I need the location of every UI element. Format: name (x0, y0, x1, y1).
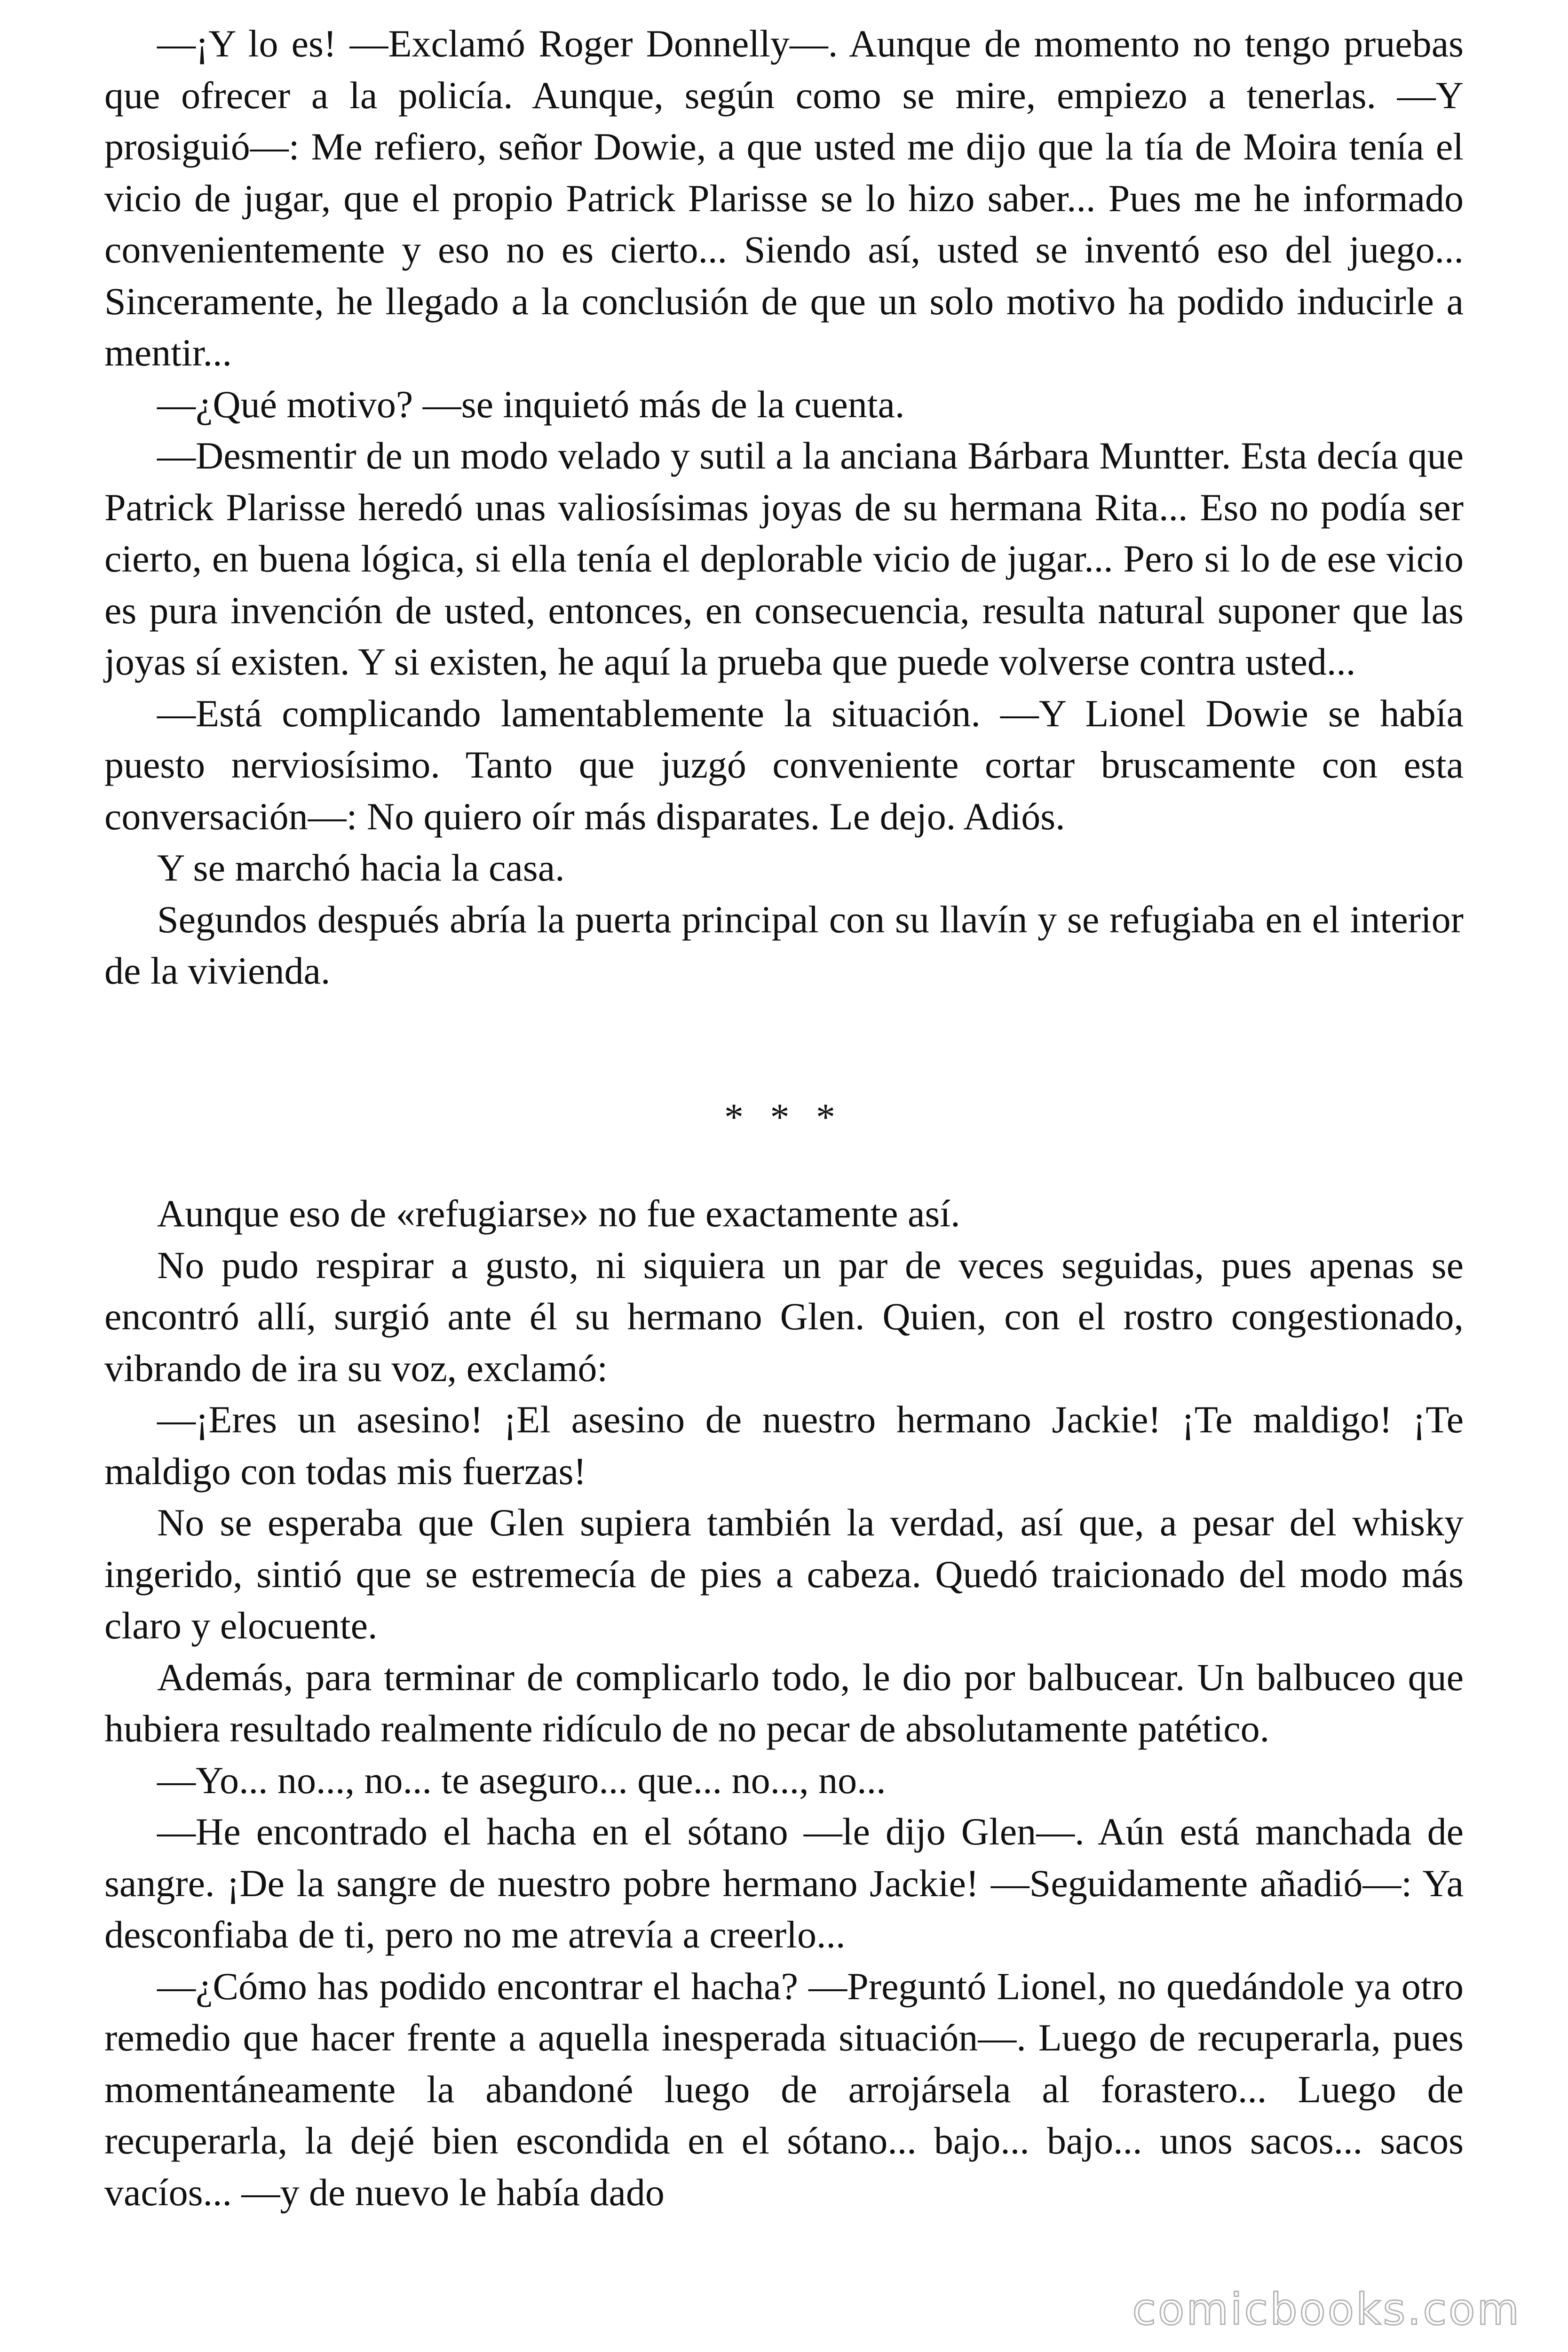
paragraph: —¿Cómo has podido encontrar el hacha? —Preguntó Lionel, no quedándole ya otro remedio que hacer frente a aquella inesperada situación—. Luego de recuperarla, pues momentáneamente la abandoné luego de arrojársela al forastero... Luego de recuperarla, la dejé bien escondida en el sótano... bajo... bajo... unos sacos... sacos vacíos... —y de nuevo le había dado (104, 1964, 1464, 2214)
paragraph: —¡Eres un asesino! ¡El asesino de nuestro hermano Jackie! ¡Te maldigo! ¡Te maldigo con todas mis fuerzas! (104, 1398, 1464, 1493)
paragraph: No se esperaba que Glen supiera también la verdad, así que, a pesar del whisky ingerido, sintió que se estremecía de pies a cabeza. Quedó traicionado del modo más claro y elocuente. (104, 1501, 1464, 1647)
text-section-before-break (104, 18, 1464, 997)
paragraph: Segundos después abría la puerta principal con su llavín y se refugiaba en el interior de la vivienda. (104, 898, 1464, 992)
paragraph: Aunque eso de «refugiarse» no fue exactamente así. (157, 1192, 960, 1235)
paragraph: No pudo respirar a gusto, ni siquiera un par de veces seguidas, pues apenas se encontró allí, surgió ante él su hermano Glen. Quien, con el rostro congestionado, vibrando de ira su voz, exclamó: (104, 1243, 1464, 1390)
paragraph: —He encontrado el hacha en el sótano —le dijo Glen—. Aún está manchada de sangre. ¡De la sangre de nuestro pobre hermano Jackie! —Seguidamente añadió—: Ya desconfiaba de ti, pero no me atrevía a creerlo... (104, 1810, 1464, 1956)
paragraph: —Desmentir de un modo velado y sutil a la anciana Bárbara Muntter. Esta decía que Patrick Plarisse heredó unas valiosísimas joyas de su hermana Rita... Eso no podía ser cierto, en buena lógica, si ella tenía el deplorable vicio de jugar... Pero si lo de ese vicio es pura invención de usted, entonces, en consecuencia, resulta natural suponer que las joyas sí existen. Y si existen, he aquí la prueba que puede volverse contra usted... (104, 434, 1464, 683)
paragraph: —¡Y lo es! —Exclamó Roger Donnelly—. Aunque de momento no tengo pruebas que ofrecer a la policía. Aunque, según como se mire, empiezo a tenerlas. —Y prosiguió—: Me refiero, señor Dowie, a que usted me dijo que la tía de Moira tenía el vicio de jugar, que el propio Patrick Plarisse se lo hizo saber... Pues me he informado convenientemente y eso no es cierto... Siendo así, usted se inventó eso del juego... Sinceramente, he llegado a la conclusión de que un solo motivo ha podido inducirle a mentir... (104, 22, 1464, 374)
paragraph: —¿Qué motivo? —se inquietó más de la cuenta. (157, 382, 905, 426)
paragraph: Y se marchó hacia la casa. (157, 846, 565, 889)
text-section-after-break (104, 1188, 1464, 2218)
scene-break: * * * (724, 1096, 844, 1138)
paragraph: —Está complicando lamentablemente la situación. —Y Lionel Dowie se había puesto nerviosísimo. Tanto que juzgó conveniente cortar bruscamente con esta conversación—: No quiero oír más disparates. Le dejo. Adiós. (104, 691, 1464, 838)
paragraph: Además, para terminar de complicarlo todo, le dio por balbucear. Un balbuceo que hubiera resultado realmente ridículo de no pecar de absolutamente patético. (104, 1655, 1464, 1750)
watermark: comicbooks.com (1132, 2284, 1521, 2335)
paragraph: —Yo... no..., no... te aseguro... que... no..., no... (157, 1758, 886, 1802)
